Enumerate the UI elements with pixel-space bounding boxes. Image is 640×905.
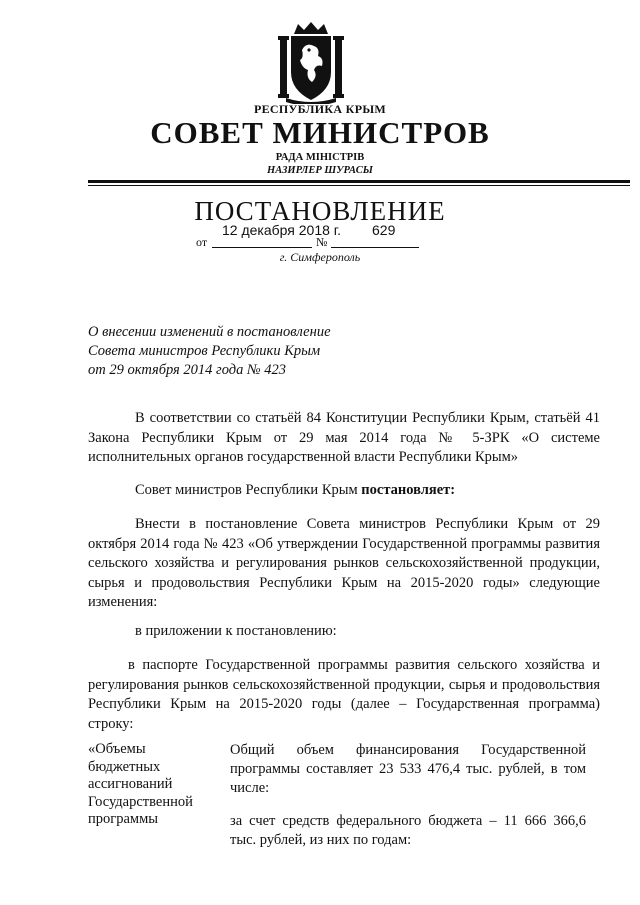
decree-date: 12 декабря 2018 г. <box>222 222 342 238</box>
decree-subject <box>88 323 408 380</box>
decree-number: 629 <box>372 222 396 238</box>
subject-line: Совета министров Республики Крым <box>88 343 321 359</box>
resolves-keyword: постановляет: <box>361 482 456 498</box>
city-label: г. Симферополь <box>279 250 361 264</box>
table-row-label: «Объемы бюджетных ассигнований Государственной программы <box>88 741 193 827</box>
crimean-tatar-title: НАЗИРЛЕР ШУРАСЫ <box>267 165 373 176</box>
paragraph-legal-basis: В соответствии со статьёй 84 Конституции Республики Крым, статьёй 41 Закона Республики Крым от 29 мая 2014 года № 5-ЗРК «О системе исполнительных органов государственной власти Республики Крым» <box>88 410 600 465</box>
coat-of-arms-emblem <box>276 20 346 104</box>
resolves-text: Совет министров Республики Крым <box>135 482 362 498</box>
number-underline <box>331 247 419 248</box>
decree-title: ПОСТАНОВЛЕНИЕ <box>194 196 446 226</box>
date-label: от <box>196 235 208 249</box>
ukrainian-title: РАДА МІНІСТРІВ <box>275 152 365 163</box>
republic-name: РЕСПУБЛИКА КРЫМ <box>253 102 387 116</box>
table-cell-total: Общий объем финансирования Государственной программы составляет 23 533 476,4 тыс. рублей, в том числе: <box>230 742 586 796</box>
number-label: № <box>316 235 328 249</box>
paragraph-passport: в паспорте Государственной программы развития сельского хозяйства и регулирования рынков сельскохозяйственной продукции, сырья и продовольствия Республики Крым на 2015-2020 годы (далее – Государственная программа) строку: <box>88 657 600 732</box>
paragraph-amendment: Внести в постановление Совета министров Республики Крым от 29 октября 2014 года № 423 «Об утверждении Государственной программы развития сельского хозяйства и регулирования рынков сельскохозяйственной продукции, сырья и продовольствия Республики Крым на 2015-2020 годы» следующие изменения: <box>88 516 600 610</box>
date-underline <box>212 247 312 248</box>
header-divider-thick <box>88 180 630 183</box>
paragraph-resolves <box>88 481 600 501</box>
council-title: СОВЕТ МИНИСТРОВ <box>150 115 490 150</box>
table-cell-federal: за счет средств федерального бюджета – 11 666 366,6 тыс. рублей, из них по годам: <box>230 813 586 848</box>
subject-line: О внесении изменений в постановление <box>88 324 331 340</box>
header-divider-thin <box>88 185 630 186</box>
paragraph-appendix: в приложении к постановлению: <box>135 623 337 639</box>
subject-line: от 29 октября 2014 года № 423 <box>88 362 287 378</box>
